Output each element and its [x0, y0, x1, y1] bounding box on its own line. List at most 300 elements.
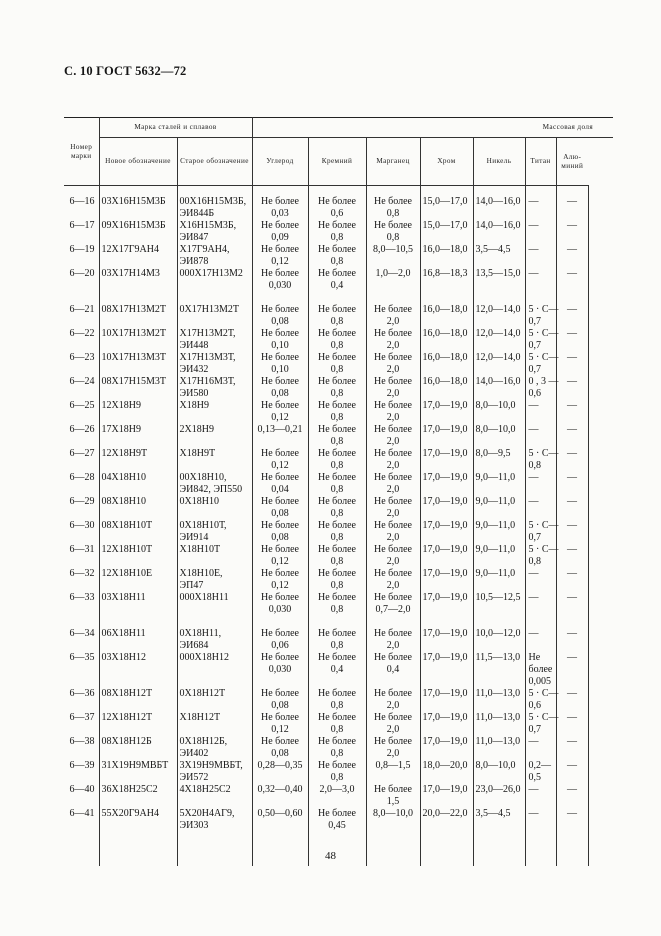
cell-line: —	[528, 196, 539, 207]
cell-line: Не более	[261, 448, 299, 459]
cell-line: Не более	[261, 268, 299, 279]
cell-line: 2,0	[386, 580, 400, 591]
cell-line: Не более	[374, 712, 412, 723]
blank-cell	[588, 400, 613, 424]
cell-line: 0,13—0,21	[257, 424, 303, 435]
cell-line: 2,0	[386, 508, 400, 519]
aluminium-cell: —	[556, 472, 588, 496]
cell-line: 0,8	[330, 556, 344, 567]
cell-line: 0,5	[528, 772, 542, 783]
row-number: 6—25	[69, 400, 95, 411]
cell-line: 0,12	[271, 256, 289, 267]
cell-line: 1,5	[386, 796, 400, 807]
col-header-grades: Марка сталей и сплавов	[99, 118, 252, 138]
aluminium-cell: —	[556, 808, 588, 832]
cell-line: 0,28—0,35	[257, 760, 303, 771]
cell-line: Не более	[261, 520, 299, 531]
silicon-cell	[308, 220, 366, 244]
old-designation	[177, 736, 252, 760]
titanium-cell	[525, 736, 556, 760]
cell-line: 0Х18Н10Т,	[179, 520, 227, 531]
manganese-cell	[366, 628, 420, 652]
carbon-cell	[252, 220, 308, 244]
cell-line: 0,8	[330, 724, 344, 735]
cell-line: Не более	[318, 544, 356, 555]
nickel-cell: 10,5—12,5	[473, 592, 525, 628]
cell-line: Х17Н16М3Т,	[179, 376, 236, 387]
new-designation: 10Х17Н13М2Т	[99, 328, 177, 352]
carbon-cell	[252, 544, 308, 568]
cell-line: 0,12	[271, 580, 289, 591]
manganese-cell	[366, 268, 420, 304]
manganese-cell	[366, 328, 420, 352]
cell-line: 0,8	[330, 364, 344, 375]
cell-line: 00Х16Н15М3Б,	[179, 196, 247, 207]
carbon-cell	[252, 628, 308, 652]
carbon-cell	[252, 244, 308, 268]
blank-cell	[588, 652, 613, 688]
spacer-cell	[473, 186, 525, 197]
chromium-cell: 17,0—19,0	[420, 448, 473, 472]
aluminium-cell: —	[556, 736, 588, 760]
cell-line: 2,0	[386, 724, 400, 735]
cell-line: более	[528, 664, 553, 675]
new-designation: 09Х16Н15М3Б	[99, 220, 177, 244]
manganese-cell	[366, 736, 420, 760]
row-number: 6—16	[69, 196, 95, 207]
cell-line: Х18Н12Т	[179, 712, 221, 723]
chromium-cell: 17,0—19,0	[420, 784, 473, 808]
cell-line: 0,8	[330, 484, 344, 495]
cell-line: 0,04	[271, 484, 289, 495]
col-header-manganese: Марганец	[366, 138, 420, 186]
row-number: 6—22	[69, 328, 95, 339]
carbon-cell	[252, 400, 308, 424]
cell-line: 0,8	[330, 748, 344, 759]
cell-line: ЭИ914	[179, 532, 209, 543]
old-designation	[177, 304, 252, 328]
chromium-cell: 17,0—19,0	[420, 520, 473, 544]
silicon-cell	[308, 544, 366, 568]
chromium-cell: 17,0—19,0	[420, 628, 473, 652]
chromium-cell: 17,0—19,0	[420, 592, 473, 628]
cell-line: 2,0	[386, 700, 400, 711]
chromium-cell: 17,0—19,0	[420, 400, 473, 424]
cell-line: 0,03	[271, 208, 289, 219]
new-designation: 08Х18Н12Б	[99, 736, 177, 760]
table-row	[64, 196, 613, 220]
cell-line: Не более	[318, 448, 356, 459]
cell-line: Не более	[261, 244, 299, 255]
titanium-cell	[525, 712, 559, 736]
cell-line: —	[528, 808, 539, 819]
row-number: 6—29	[69, 496, 95, 507]
blank-cell	[588, 244, 613, 268]
cell-line: 2Х18Н9	[179, 424, 214, 435]
new-designation: 12Х18Н9	[99, 400, 177, 424]
cell-line: 0,45	[328, 820, 346, 831]
cell-line: Не более	[318, 304, 356, 315]
cell-line: Не более	[318, 808, 356, 819]
titanium-cell	[525, 244, 556, 268]
new-designation: 08Х18Н12Т	[99, 688, 177, 712]
cell-line: Не более	[374, 328, 412, 339]
silicon-cell	[308, 424, 366, 448]
silicon-cell	[308, 400, 366, 424]
carbon-cell	[252, 736, 308, 760]
manganese-cell	[366, 424, 420, 448]
cell-line: Не более	[318, 328, 356, 339]
cell-line: 2,0	[386, 340, 400, 351]
cell-line: Не более	[318, 352, 356, 363]
cell-line: 0,4	[386, 664, 400, 675]
cell-line: Не более	[318, 628, 356, 639]
table-body	[64, 186, 613, 867]
manganese-cell	[366, 688, 420, 712]
carbon-cell	[252, 520, 308, 544]
spacer-cell	[420, 186, 473, 197]
nickel-cell: 8,0—9,5	[473, 448, 525, 472]
cell-line: ЭП47	[179, 580, 204, 591]
cell-line: 0,12	[271, 460, 289, 471]
cell-line: Не более	[318, 244, 356, 255]
titanium-cell	[525, 568, 556, 592]
cell-line: 000Х17Н13М2	[179, 268, 243, 279]
cell-line: Не более	[318, 400, 356, 411]
cell-line: 0,8	[528, 460, 542, 471]
chromium-cell: 18,0—20,0	[420, 760, 473, 784]
cell-line: ЭИ448	[179, 340, 209, 351]
titanium-cell	[525, 304, 559, 328]
row-number: 6—27	[69, 448, 95, 459]
new-designation: 31Х19Н9МВБТ	[99, 760, 177, 784]
aluminium-cell: —	[556, 268, 588, 304]
cell-line: Не более	[261, 628, 299, 639]
nickel-cell: 8,0—10,0	[473, 424, 525, 448]
cell-line: Не более	[318, 496, 356, 507]
blank-cell	[588, 220, 613, 244]
cell-line: Не более	[374, 784, 412, 795]
cell-line: Не более	[374, 448, 412, 459]
cell-line: 0,8	[330, 508, 344, 519]
silicon-cell	[308, 712, 366, 736]
table-row	[64, 808, 613, 832]
nickel-cell: 23,0—26,0	[473, 784, 525, 808]
cell-line: 0,8	[386, 232, 400, 243]
old-designation	[177, 688, 252, 712]
chromium-cell: 17,0—19,0	[420, 496, 473, 520]
spacer-cell	[525, 186, 556, 197]
spacer-row	[64, 186, 613, 197]
old-designation	[177, 496, 252, 520]
chromium-cell: 15,0—17,0	[420, 220, 473, 244]
silicon-cell	[308, 472, 366, 496]
aluminium-cell: —	[556, 592, 588, 628]
table-row	[64, 784, 613, 808]
cell-line: Не более	[261, 196, 299, 207]
cell-line: 0,12	[271, 412, 289, 423]
cell-line: 0,8	[330, 388, 344, 399]
chromium-cell: 17,0—19,0	[420, 544, 473, 568]
titanium-cell	[525, 220, 556, 244]
aluminium-cell: —	[556, 448, 588, 472]
old-designation	[177, 400, 252, 424]
table-row	[64, 592, 613, 628]
titanium-cell	[525, 808, 556, 832]
cell-line: —	[528, 220, 539, 231]
cell-line: Не более	[318, 376, 356, 387]
new-designation: 03Х18Н11	[99, 592, 177, 628]
new-designation: 36Х18Н25С2	[99, 784, 177, 808]
cell-line: Не более	[261, 328, 299, 339]
cell-line: 5 · С—	[528, 520, 559, 531]
manganese-cell	[366, 196, 420, 220]
old-designation	[177, 808, 252, 832]
cell-line: 2,0	[386, 436, 400, 447]
col-header-carbon: Углерод	[252, 138, 308, 186]
cell-line: 0,08	[271, 388, 289, 399]
cell-line: 0,10	[271, 364, 289, 375]
cell-line: 0,030	[268, 280, 292, 291]
spacer-cell	[556, 186, 588, 197]
cell-line: Не более	[374, 520, 412, 531]
row-number: 6—21	[69, 304, 95, 315]
old-designation	[177, 424, 252, 448]
old-designation	[177, 352, 252, 376]
col-header-aluminium: Алю-миний	[556, 138, 588, 186]
carbon-cell	[252, 472, 308, 496]
cell-line: 0,6	[528, 700, 542, 711]
cell-line: Х18Н10Т	[179, 544, 221, 555]
aluminium-cell: —	[556, 784, 588, 808]
manganese-cell	[366, 544, 420, 568]
silicon-cell	[308, 496, 366, 520]
cell-line: 0,8	[330, 460, 344, 471]
nickel-cell: 9,0—11,0	[473, 568, 525, 592]
cell-line: 0,08	[271, 532, 289, 543]
titanium-cell	[525, 784, 556, 808]
cell-line: 0,7	[528, 364, 542, 375]
cell-line: 2,0	[386, 556, 400, 567]
titanium-cell	[525, 652, 556, 688]
blank-cell	[588, 592, 613, 628]
spacer-cell	[588, 186, 613, 197]
titanium-cell	[525, 628, 556, 652]
new-designation: 08Х17Н15М3Т	[99, 376, 177, 400]
manganese-cell	[366, 784, 420, 808]
table-row	[64, 760, 613, 784]
blank-cell	[588, 568, 613, 592]
new-designation: 03Х18Н12	[99, 652, 177, 688]
titanium-cell	[525, 400, 556, 424]
cell-line: 0,030	[268, 664, 292, 675]
cell-line: 0,8	[330, 412, 344, 423]
col-header-num: Номер марки	[64, 118, 99, 186]
table-row	[64, 328, 613, 352]
blank-cell	[588, 808, 613, 832]
nickel-cell: 3,5—4,5	[473, 244, 525, 268]
cell-line: 0,8	[330, 604, 344, 615]
chromium-cell: 20,0—22,0	[420, 808, 473, 832]
table-row	[64, 652, 613, 688]
cell-line: 0,8	[330, 772, 344, 783]
silicon-cell	[308, 808, 366, 832]
cell-line: Не более	[261, 652, 299, 663]
page-number: 48	[325, 850, 336, 862]
blank-cell	[588, 352, 613, 376]
nickel-cell: 14,0—16,0	[473, 196, 525, 220]
row-number: 6—24	[69, 376, 95, 387]
titanium-cell	[525, 592, 556, 628]
cell-line: Не более	[318, 760, 356, 771]
cell-line: 0,7	[528, 532, 542, 543]
cell-line: 0,09	[271, 232, 289, 243]
cell-line: Не более	[318, 736, 356, 747]
nickel-cell: 12,0—14,0	[473, 304, 525, 328]
row-number: 6—23	[69, 352, 95, 363]
cell-line: 5 · С—	[528, 304, 559, 315]
chromium-cell: 17,0—19,0	[420, 688, 473, 712]
cell-line: 2,0	[386, 460, 400, 471]
cell-line: 0,005	[528, 676, 552, 687]
nickel-cell: 9,0—11,0	[473, 544, 525, 568]
cell-line: 00Х18Н10,	[179, 472, 227, 483]
cell-line: Не более	[318, 712, 356, 723]
cell-line: 2,0	[386, 388, 400, 399]
row-number: 6—40	[69, 784, 95, 795]
blank-cell	[588, 472, 613, 496]
carbon-cell	[252, 328, 308, 352]
col-header-new: Новое обозначение	[99, 138, 177, 186]
cell-line: 3Х19Н9МВБТ,	[179, 760, 243, 771]
cell-line: 0,32—0,40	[257, 784, 303, 795]
cell-line: 8,0—10,5	[373, 244, 414, 255]
cell-line: 0,8	[330, 232, 344, 243]
col-header-old: Старое обозначение	[177, 138, 252, 186]
titanium-cell	[525, 328, 559, 352]
cell-line: Не более	[374, 592, 412, 603]
cell-line: 0,6	[330, 208, 344, 219]
cell-line: 0,8	[330, 436, 344, 447]
manganese-cell	[366, 304, 420, 328]
cell-line: ЭИ847	[179, 232, 209, 243]
row-number: 6—37	[69, 712, 95, 723]
manganese-cell	[366, 808, 420, 832]
manganese-cell	[366, 496, 420, 520]
nickel-cell: 13,5—15,0	[473, 268, 525, 304]
silicon-cell	[308, 448, 366, 472]
chromium-cell: 17,0—19,0	[420, 568, 473, 592]
cell-line: 0,2—	[528, 760, 552, 771]
cell-line: 0,8	[330, 316, 344, 327]
silicon-cell	[308, 268, 366, 304]
cell-line: 0,6	[528, 388, 542, 399]
blank-cell	[588, 760, 613, 784]
old-designation	[177, 328, 252, 352]
aluminium-cell: —	[556, 628, 588, 652]
cell-line: ЭИ572	[179, 772, 209, 783]
nickel-cell: 14,0—16,0	[473, 220, 525, 244]
cell-line: 0,08	[271, 748, 289, 759]
cell-line: Не более	[261, 400, 299, 411]
aluminium-cell: —	[556, 688, 588, 712]
cell-line: Х18Н9Т	[179, 448, 216, 459]
cell-line: —	[528, 736, 539, 747]
cell-line: Не более	[374, 628, 412, 639]
carbon-cell	[252, 808, 308, 832]
cell-line: Х17Н13М2Т,	[179, 328, 236, 339]
chromium-cell: 17,0—19,0	[420, 736, 473, 760]
chromium-cell: 17,0—19,0	[420, 712, 473, 736]
carbon-cell	[252, 712, 308, 736]
table-row	[64, 448, 613, 472]
blank-cell	[588, 496, 613, 520]
blank-cell	[588, 736, 613, 760]
new-designation: 10Х17Н13М3Т	[99, 352, 177, 376]
blank-cell	[588, 304, 613, 328]
row-number: 6—28	[69, 472, 95, 483]
new-designation: 12Х18Н10Т	[99, 544, 177, 568]
cell-line: Не более	[261, 544, 299, 555]
composition-table	[64, 117, 613, 866]
cell-line: Х17Г9АН4,	[179, 244, 230, 255]
cell-line: 0,8	[386, 208, 400, 219]
carbon-cell	[252, 784, 308, 808]
cell-line: Не более	[374, 220, 412, 231]
nickel-cell: 9,0—11,0	[473, 520, 525, 544]
cell-line: 0,8	[330, 580, 344, 591]
cell-line: Не более	[318, 520, 356, 531]
cell-line: Не более	[261, 568, 299, 579]
aluminium-cell: —	[556, 544, 588, 568]
manganese-cell	[366, 652, 420, 688]
cell-line: Х17Н13М3Т,	[179, 352, 236, 363]
table-row	[64, 544, 613, 568]
carbon-cell	[252, 652, 308, 688]
cell-line: ЭИ402	[179, 748, 209, 759]
aluminium-cell: —	[556, 196, 588, 220]
blank-cell	[588, 688, 613, 712]
table-row	[64, 568, 613, 592]
blank-cell	[588, 268, 613, 304]
nickel-cell: 14,0—16,0	[473, 376, 525, 400]
cell-line: Не более	[318, 196, 356, 207]
nickel-cell: 8,0—10,0	[473, 400, 525, 424]
spacer-cell	[64, 186, 99, 197]
titanium-cell	[525, 448, 559, 472]
new-designation: 06Х18Н11	[99, 628, 177, 652]
table-row	[64, 520, 613, 544]
manganese-cell	[366, 352, 420, 376]
nickel-cell: 11,0—13,0	[473, 688, 525, 712]
new-designation: 08Х18Н10	[99, 496, 177, 520]
aluminium-cell: —	[556, 328, 588, 352]
nickel-cell: 11,5—13,0	[473, 652, 525, 688]
silicon-cell	[308, 520, 366, 544]
table-row	[64, 376, 613, 400]
blank-cell	[588, 784, 613, 808]
cell-line: 5 · С—	[528, 448, 559, 459]
blank-cell	[588, 628, 613, 652]
table-row	[64, 304, 613, 328]
new-designation: 03Х16Н15М3Б	[99, 196, 177, 220]
silicon-cell	[308, 568, 366, 592]
cell-line: Не более	[374, 352, 412, 363]
old-designation	[177, 520, 252, 544]
titanium-cell	[525, 196, 556, 220]
old-designation	[177, 760, 252, 784]
cell-line: Х18Н10Е,	[179, 568, 223, 579]
